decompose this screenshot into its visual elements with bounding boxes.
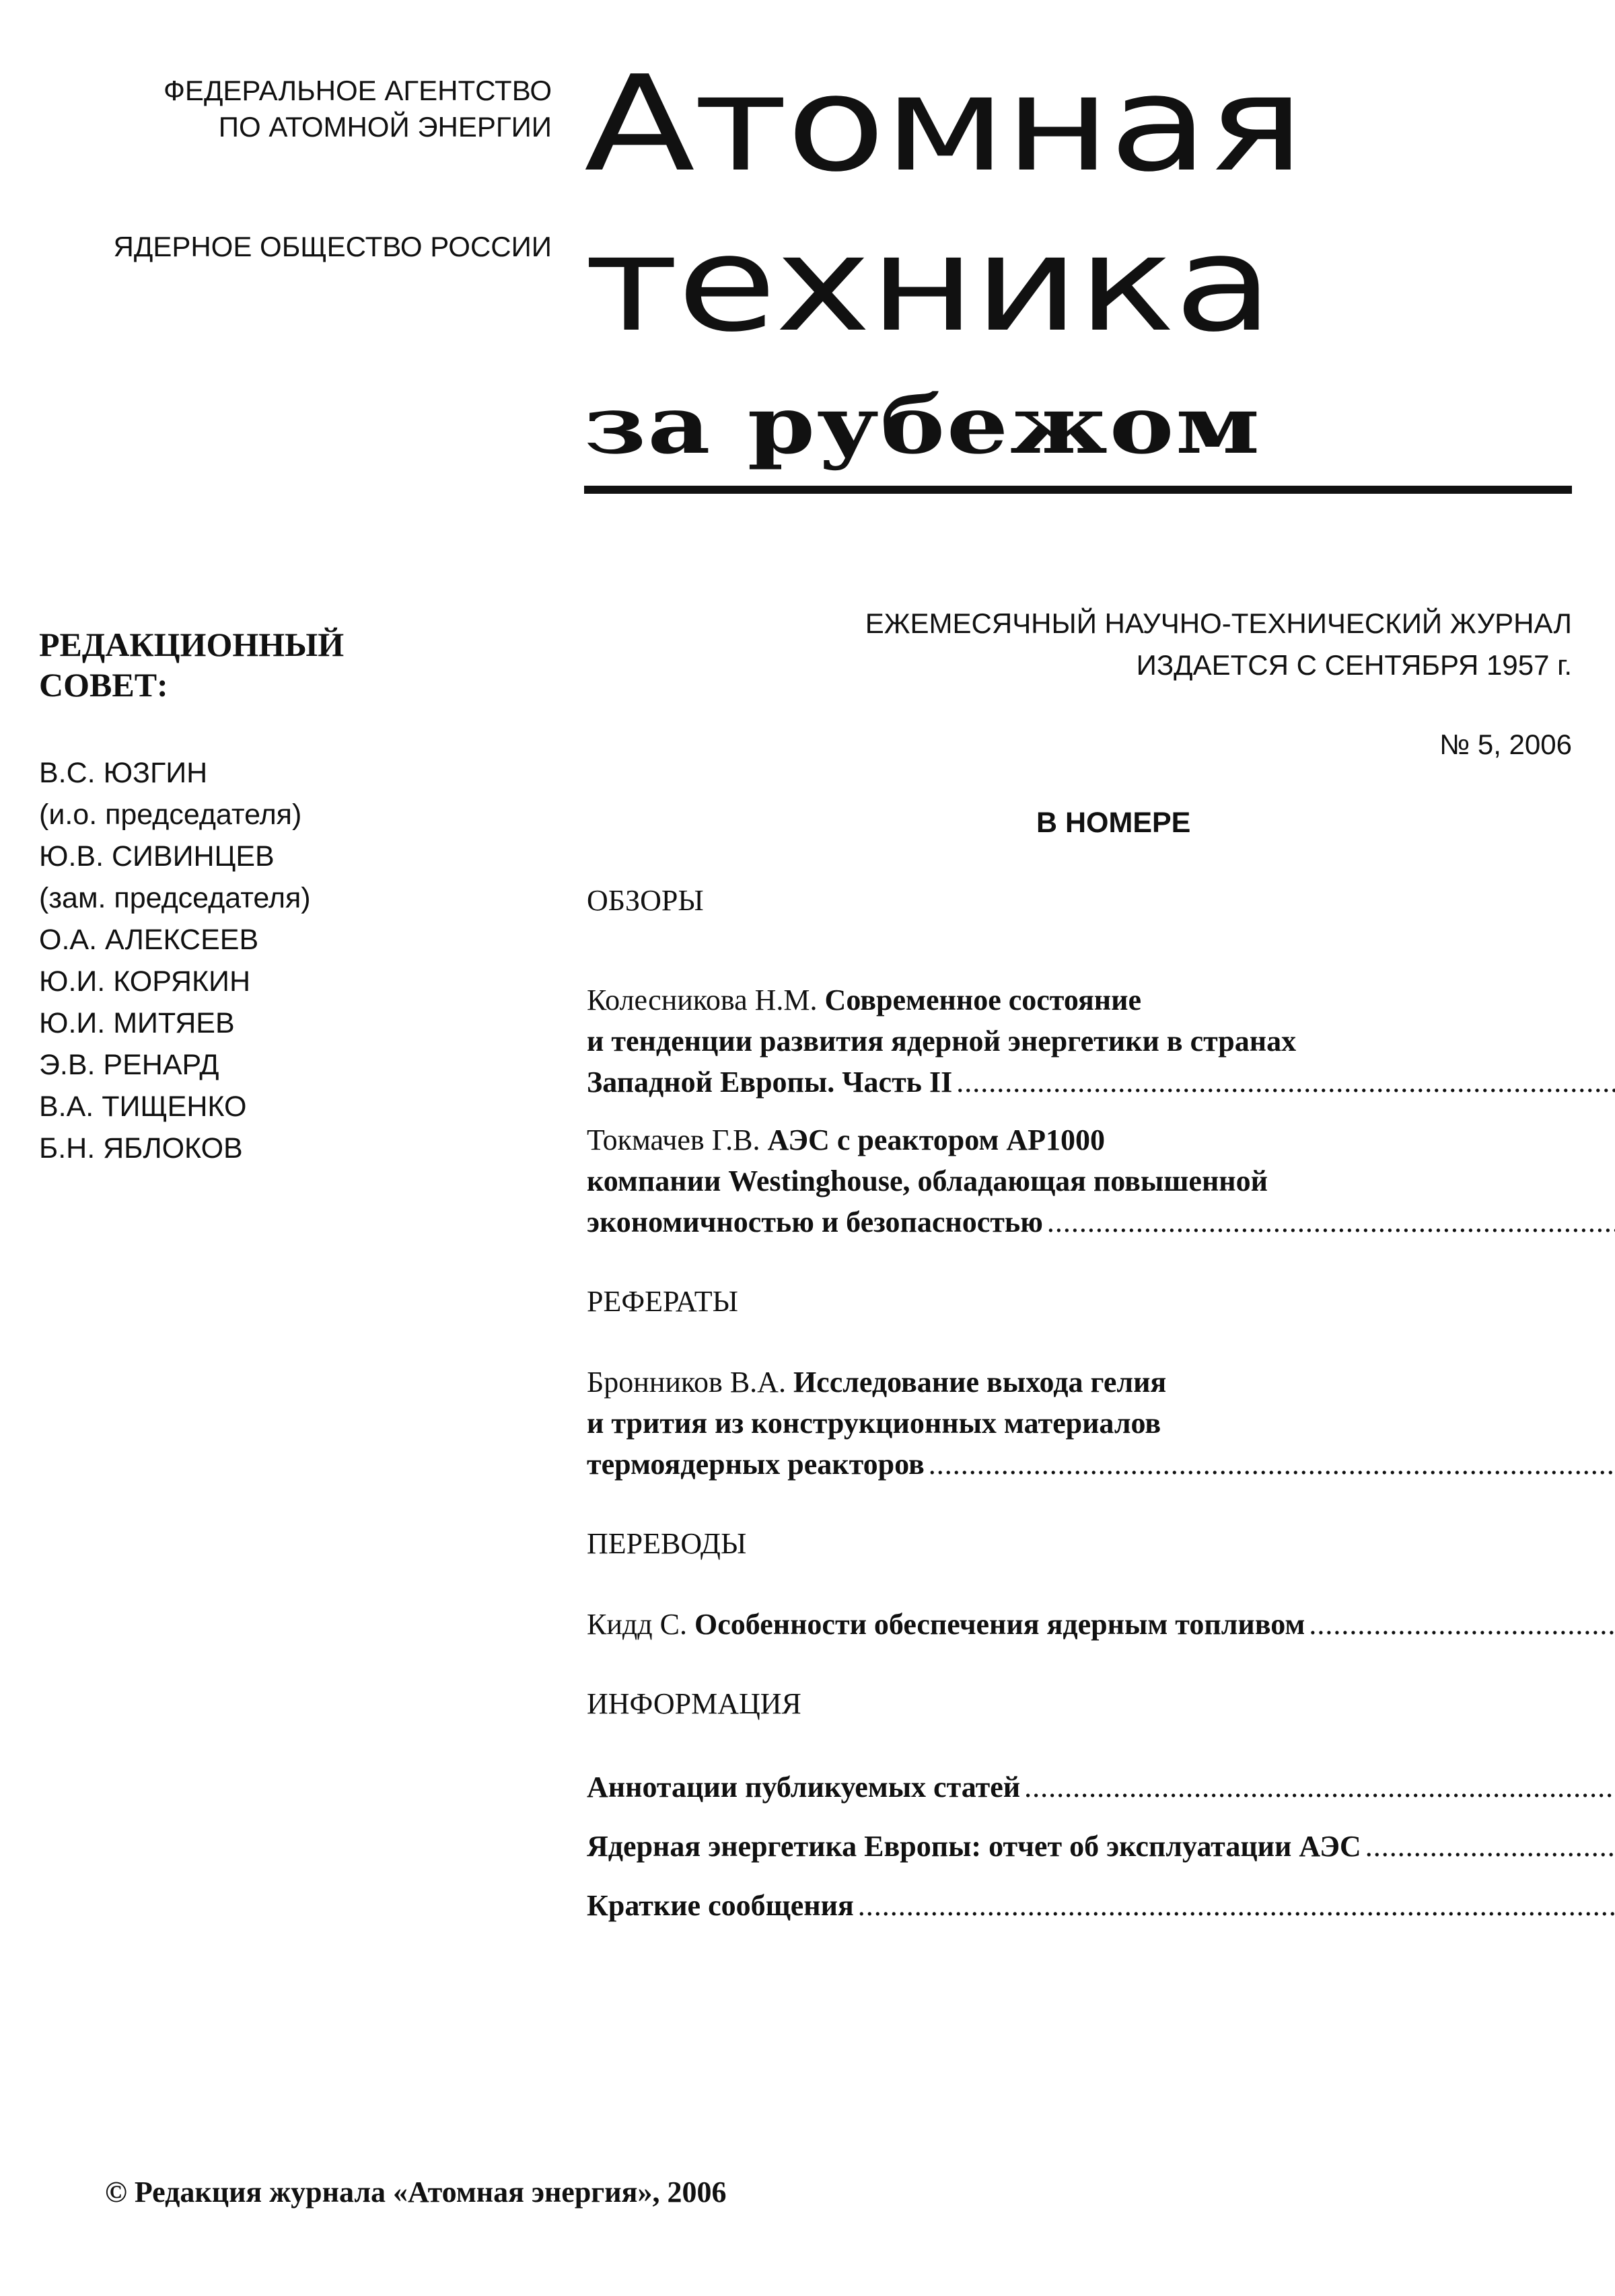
toc-title: и тенденции развития ядерной энергетики в странах (587, 1025, 1297, 1058)
board-member: О.А. АЛЕКСЕЕВ (39, 924, 259, 956)
society-name: ЯДЕРНОЕ ОБЩЕСТВО РОССИИ (113, 231, 552, 262)
contents-title: В НОМЕРЕ (1036, 807, 1191, 839)
journal-since: ИЗДАЕТСЯ С СЕНТЯБРЯ 1957 г. (1136, 649, 1572, 681)
dot-leader (956, 1066, 1615, 1099)
logo-line-1: Атомная (584, 48, 1303, 201)
toc-author: Токмачев Г.В. (587, 1123, 760, 1156)
journal-type: ЕЖЕМЕСЯЧНЫЙ НАУЧНО-ТЕХНИЧЕСКИЙ ЖУРНАЛ (865, 607, 1572, 639)
toc-entry-europe[interactable] (587, 1826, 1556, 1867)
toc-title: компании Westinghouse, обладающая повышенной (587, 1164, 1268, 1197)
toc-title: экономичностью и безопасностью (587, 1206, 1043, 1238)
toc-entry-bronnikov[interactable] (587, 1362, 1556, 1485)
logo-line-2: техника (584, 208, 1272, 361)
section-heading-translations: ПЕРЕВОДЫ (587, 1527, 747, 1560)
dot-leader (1047, 1206, 1615, 1238)
toc-title: Современное состояние (824, 984, 1142, 1016)
section-heading-abstracts: РЕФЕРАТЫ (587, 1285, 738, 1318)
logo-underline (584, 486, 1572, 494)
board-member: Ю.В. СИВИНЦЕВ (39, 840, 275, 873)
dot-leader (1309, 1608, 1615, 1641)
toc-entry-brief[interactable] (587, 1885, 1556, 1926)
dot-leader (929, 1448, 1615, 1481)
toc-title: Особенности обеспечения ядерным топливом (694, 1608, 1305, 1641)
toc-title: Аннотации публикуемых статей (587, 1771, 1021, 1804)
toc-title: и трития из конструкционных материалов (587, 1407, 1161, 1440)
board-member-role: (и.о. председателя) (39, 799, 302, 831)
toc-title: АЭС с реактором АР1000 (767, 1123, 1105, 1156)
section-heading-reviews: ОБЗОРЫ (587, 884, 704, 917)
board-member: Э.В. РЕНАРД (39, 1049, 219, 1081)
toc-entry-kidd[interactable] (587, 1604, 1556, 1645)
toc-title: термоядерных реакторов (587, 1448, 925, 1481)
toc-title: Исследование выхода гелия (793, 1366, 1167, 1399)
toc-entry-kolesnikova[interactable] (587, 979, 1556, 1103)
editorial-board-list (39, 752, 311, 1169)
agency-name-line1: ФЕДЕРАЛЬНОЕ АГЕНТСТВО (164, 75, 552, 106)
logo-line-3: за рубежом (584, 378, 1262, 472)
dot-leader (858, 1889, 1615, 1922)
copyright-notice: © Редакция журнала «Атомная энергия», 2006 (105, 2176, 727, 2209)
issue-number: № 5, 2006 (1439, 729, 1572, 760)
editorial-board-title: РЕДАКЦИОННЫЙ СОВЕТ: (39, 626, 345, 704)
toc-entry-tokmachev[interactable] (587, 1119, 1556, 1243)
board-member: Б.Н. ЯБЛОКОВ (39, 1132, 243, 1164)
toc-author: Бронников В.А. (587, 1366, 786, 1399)
toc-author: Колесникова Н.М. (587, 984, 818, 1016)
toc-title: Западной Европы. Часть II (587, 1066, 953, 1099)
board-member-role: (зам. председателя) (39, 882, 311, 914)
dot-leader (1365, 1830, 1615, 1863)
agency-name-line2: ПО АТОМНОЙ ЭНЕРГИИ (218, 111, 552, 143)
dot-leader (1024, 1771, 1615, 1804)
board-member: Ю.И. КОРЯКИН (39, 965, 250, 998)
section-heading-information: ИНФОРМАЦИЯ (587, 1687, 801, 1720)
board-member: В.С. ЮЗГИН (39, 757, 208, 789)
toc-title: Краткие сообщения (587, 1889, 854, 1922)
board-member: В.А. ТИЩЕНКО (39, 1090, 247, 1123)
toc-title: Ядерная энергетика Европы: отчет об эксплуатации АЭС (587, 1830, 1361, 1863)
board-member: Ю.И. МИТЯЕВ (39, 1007, 235, 1039)
toc-author: Кидд С. (587, 1608, 688, 1641)
toc-entry-annotations[interactable] (587, 1767, 1556, 1808)
